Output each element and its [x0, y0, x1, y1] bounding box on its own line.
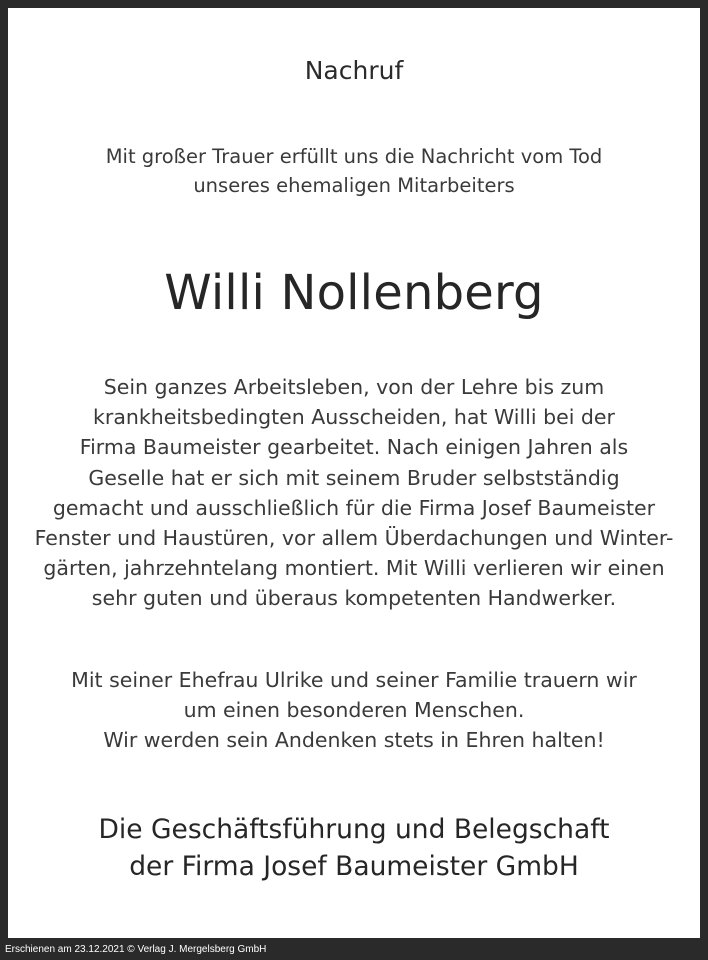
intro-line: unseres ehemaligen Mitarbeiters	[193, 174, 515, 197]
notice-heading: Nachruf	[304, 56, 404, 85]
body-line: sehr guten und überaus kompetenten Handwerker.	[91, 586, 617, 611]
body-paragraph	[8, 372, 700, 614]
intro-paragraph	[8, 142, 700, 200]
closing-line: um einen besonderen Menschen.	[183, 698, 525, 723]
obituary-notice	[8, 8, 700, 938]
body-line: Firma Baumeister gearbeitet. Nach einigen Jahren als	[79, 435, 629, 460]
body-line: Sein ganzes Arbeitsleben, von der Lehre bis zum	[103, 375, 605, 399]
signature-block	[8, 811, 700, 885]
signature-line: der Firma Josef Baumeister GmbH	[129, 851, 579, 882]
body-line: gemacht und ausschließlich für die Firma Josef Baumeister	[52, 495, 656, 520]
body-line: krankheitsbedingten Ausscheiden, hat Willi bei der	[93, 405, 615, 430]
body-line: Geselle hat er sich mit seinem Bruder selbstständig	[88, 465, 620, 490]
body-line: gärten, jahrzehntelang montiert. Mit Willi verlieren wir einen	[43, 556, 665, 581]
closing-line: Wir werden sein Andenken stets in Ehren halten!	[103, 728, 605, 753]
intro-line: Mit großer Trauer erfüllt uns die Nachricht vom Tod	[105, 145, 603, 168]
deceased-name: Willi Nollenberg	[164, 265, 544, 321]
closing-paragraph	[8, 665, 700, 756]
body-line: Fenster und Haustüren, vor allem Überdachungen und Winter-	[34, 526, 674, 551]
publication-footer: Erschienen am 23.12.2021 © Verlag J. Mergelsberg GmbH	[5, 944, 267, 955]
signature-line: Die Geschäftsführung und Belegschaft	[98, 814, 610, 845]
closing-line: Mit seiner Ehefrau Ulrike und seiner Familie trauern wir	[71, 668, 637, 692]
